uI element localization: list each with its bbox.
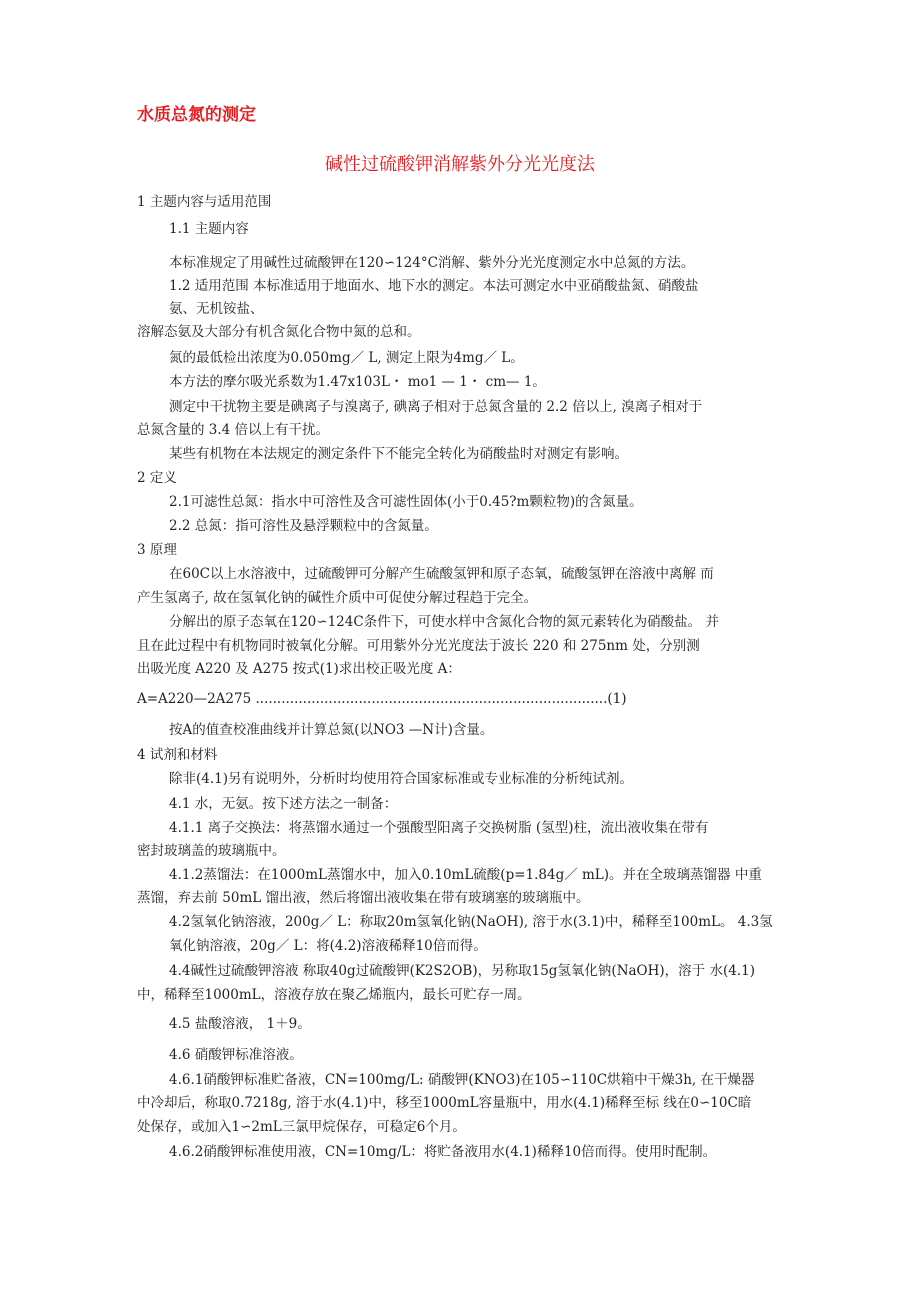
paragraph-line: 蒸馏，弃去前 50mL 馏出液，然后将馏出液收集在带有玻璃塞的玻璃瓶中。	[137, 890, 590, 906]
paragraph-line: 按A的值查校准曲线并计算总氮(以NO3 —N计)含量。	[169, 722, 494, 738]
paragraph-line: 产生氢离子, 故在氢氧化钠的碱性介质中可促使分解过程趋于完全。	[137, 590, 538, 606]
paragraph-line: 溶解态氨及大部分有机含氮化合物中氮的总和。	[137, 324, 421, 340]
paragraph-line: 4.1.1 离子交换法：将蒸馏水通过一个强酸型阳离子交换树脂 (氢型)柱，流出液收集在带有	[169, 820, 709, 836]
paragraph-line: 4.6 硝酸钾标准溶液。	[169, 1047, 303, 1063]
paragraph-line: 且在此过程中有机物同时被氧化分解。可用紫外分光光度法于波长 220 和 275nm 处，分别测	[137, 638, 700, 654]
paragraph-line: 2.2 总氮：指可溶性及悬浮颗粒中的含氮量。	[169, 518, 438, 534]
paragraph-line: 密封玻璃盖的玻璃瓶中。	[137, 843, 286, 859]
paragraph-line: 中，稀释至1000mL，溶液存放在聚乙烯瓶内，最长可贮存一周。	[137, 987, 531, 1003]
subsection-heading-1-1: 1.1 主题内容	[169, 221, 249, 237]
paragraph-line: 1.2 适用范围 本标准适用于地面水、地下水的测定。本法可测定水中亚硝酸盐氮、硝酸盐	[169, 278, 699, 294]
paragraph-line: 4.6.1硝酸钾标准贮备液，CN=100mg/L: 硝酸钾(KNO3)在105∽110C烘箱中干燥3h, 在干燥器	[169, 1072, 755, 1088]
paragraph-line: 4.2氢氧化钠溶液，200g／ L：称取20m氢氧化钠(NaOH), 溶于水(3.1)中，稀释至100mL。 4.3氢	[169, 914, 773, 930]
paragraph-line: 本标准规定了用碱性过硫酸钾在120∽124°C消解、紫外分光光度测定水中总氮的方法。	[169, 255, 695, 271]
paragraph-line: 4.1 水，无氨。按下述方法之一制备：	[169, 796, 398, 812]
document-subtitle: 碱性过硫酸钾消解紫外分光光度法	[325, 154, 595, 175]
formula-line: A=A220—2A275 ..................................................................................(1)	[137, 691, 627, 707]
paragraph-line: 除非(4.1)另有说明外，分析时均使用符合国家标准或专业标准的分析纯试剂。	[169, 771, 634, 787]
paragraph-line: 处保存，或加入1∽2mL三氯甲烷保存，可稳定6个月。	[137, 1119, 466, 1135]
paragraph-line: 在60C以上水溶液中，过硫酸钾可分解产生硫酸氢钾和原子态氧，硫酸氢钾在溶液中离解 而	[169, 566, 714, 582]
paragraph-line: 总氮含量的 3.4 倍以上有干扰。	[137, 422, 330, 438]
paragraph-line: 2.1可滤性总氮：指水中可溶性及含可滤性固体(小于0.45?m颗粒物)的含氮量。	[169, 494, 643, 510]
paragraph-line: 4.5 盐酸溶液， 1＋9。	[169, 1016, 311, 1032]
paragraph-line: 分解出的原子态氧在120∽124C条件下，可使水样中含氮化合物的氮元素转化为硝酸盐。 并	[169, 614, 719, 630]
paragraph-line: 氧化钠溶液，20g／ L：将(4.2)溶液稀释10倍而得。	[169, 938, 487, 954]
paragraph-line: 中冷却后，称取0.7218g, 溶于水(4.1)中，移至1000mL容量瓶中，用水(4.1)稀释至标 线在0∽10C暗	[137, 1095, 752, 1111]
section-heading-3: 3 原理	[137, 542, 177, 558]
paragraph-line: 本方法的摩尔吸光系数为1.47x103L・ mo1 — 1・ cm— 1。	[169, 374, 546, 390]
paragraph-line: 4.4碱性过硫酸钾溶液 称取40g过硫酸钾(K2S2OB)，另称取15g氢氧化钠(NaOH)，溶于 水(4.1)	[169, 963, 755, 979]
document-title: 水质总氮的测定	[137, 105, 256, 125]
paragraph-line: 4.6.2硝酸钾标准使用液，CN=10mg/L：将贮备液用水(4.1)稀释10倍而得。使用时配制。	[169, 1144, 717, 1160]
paragraph-line: 氨、无机铵盐、	[169, 301, 264, 317]
paragraph-line: 测定中干扰物主要是碘离子与溴离子, 碘离子相对于总氮含量的 2.2 倍以上, 溴离子相对于	[169, 399, 703, 415]
section-heading-2: 2 定义	[137, 470, 177, 486]
paragraph-line: 出吸光度 A220 及 A275 按式(1)求出校正吸光度 A：	[137, 661, 461, 677]
paragraph-line: 4.1.2蒸馏法：在1000mL蒸馏水中，加入0.10mL硫酸(p=1.84g／ mL)。并在全玻璃蒸馏器 中重	[169, 867, 762, 883]
paragraph-line: 某些有机物在本法规定的测定条件下不能完全转化为硝酸盐时对测定有影响。	[169, 446, 628, 462]
paragraph-line: 氮的最低检出浓度为0.050mg／ L, 测定上限为4mg／ L。	[169, 350, 524, 366]
section-heading-4: 4 试剂和材料	[137, 747, 218, 763]
section-heading-1: 1 主题内容与适用范围	[137, 194, 272, 210]
